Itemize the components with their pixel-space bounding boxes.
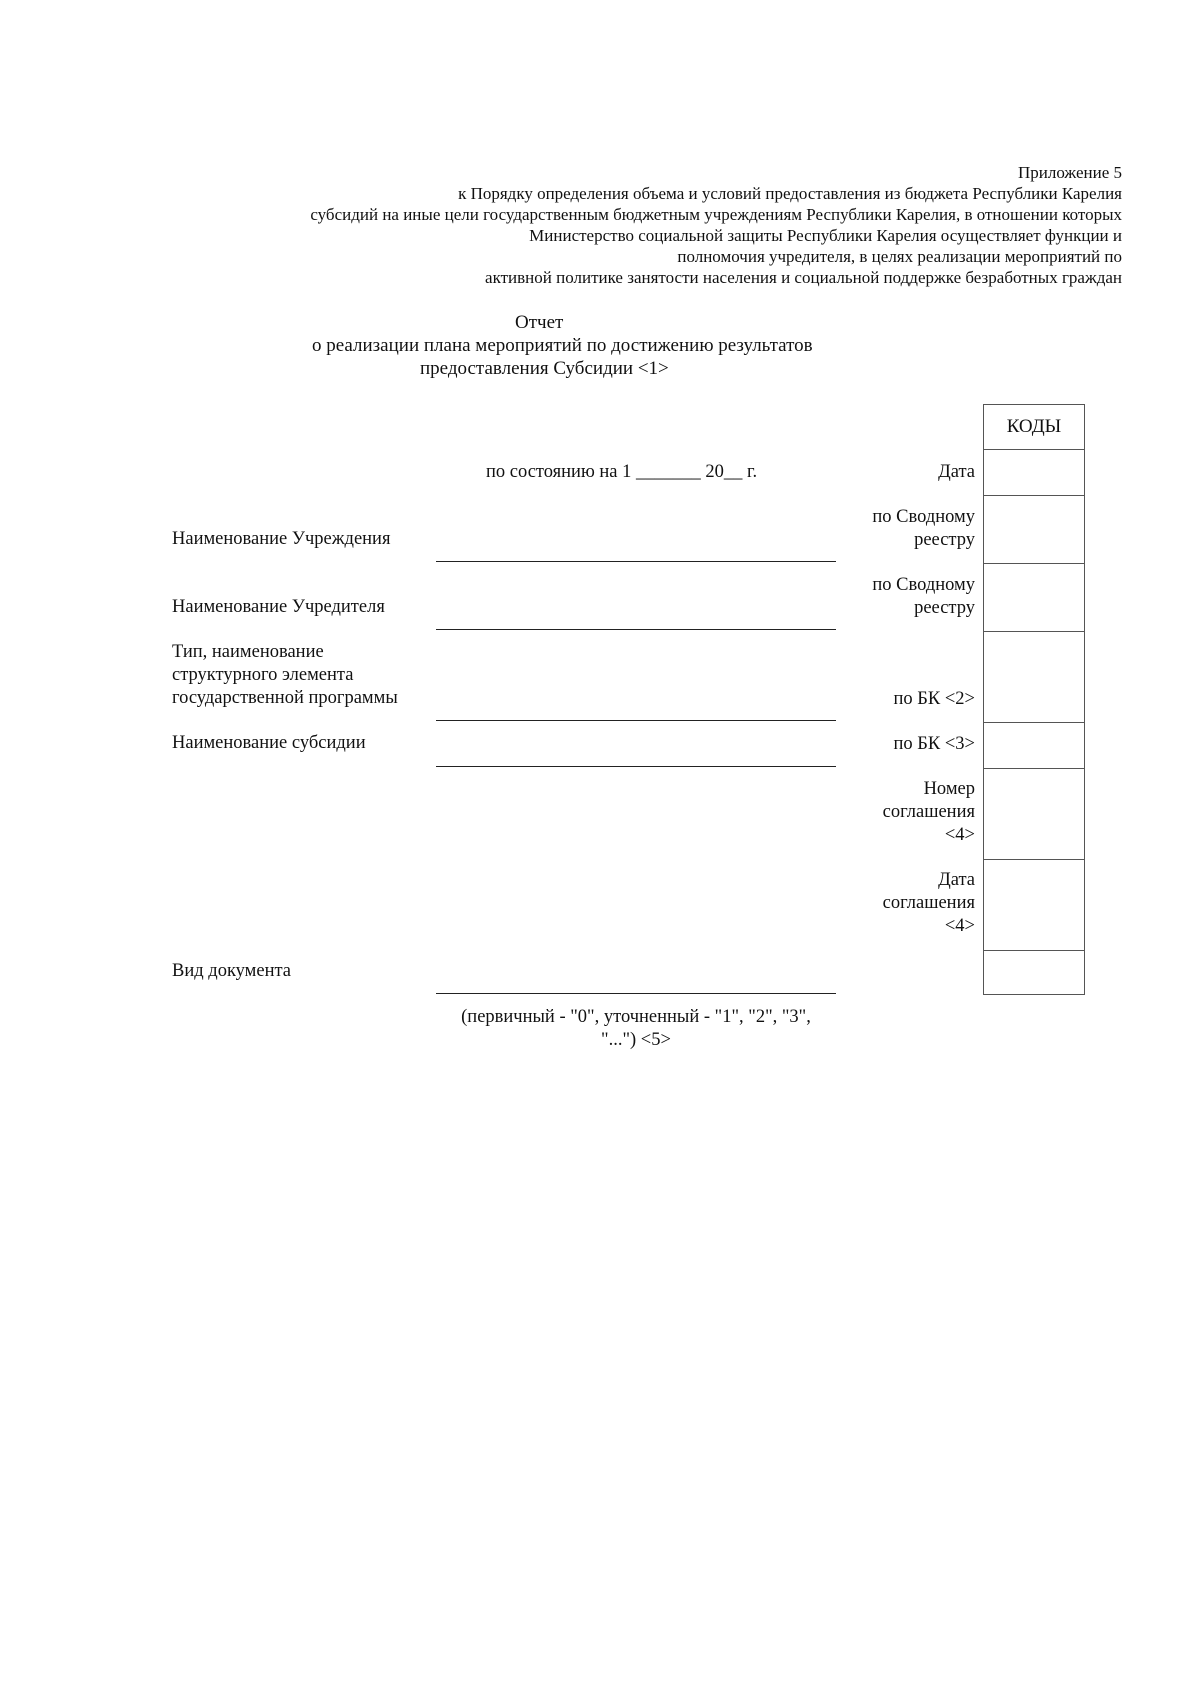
doc-type-note-line: (первичный - "0", уточненный - "1", "2", "3", [461,1007,811,1027]
agreement-date-label-line: <4> [944,916,975,936]
bk3-label: по БК <3> [893,734,975,754]
bk2-label: по БК <2> [893,689,975,709]
date-line: по состоянию на 1 _______ 20__ г. [486,462,758,482]
registry1-label-line: по Сводному [872,507,975,527]
appendix-line: Приложение 5 [1018,163,1122,182]
title-line-1: Отчет [515,312,564,333]
code-cell-agreement-number[interactable] [984,769,1084,860]
code-cell-bk3[interactable] [984,723,1084,769]
program-label-line: Тип, наименование [172,642,324,662]
registry1-label-line: реестру [914,530,975,550]
codes-table [983,404,1085,995]
program-label-line: государственной программы [172,688,398,708]
program-label-line: структурного элемента [172,665,354,685]
title-line-2: о реализации плана мероприятий по достижению результатов [312,335,813,356]
institution-label: Наименование Учреждения [172,529,391,549]
appendix-line: Министерство социальной защиты Республики Карелия осуществляет функции и [529,226,1122,245]
subsidy-label: Наименование субсидии [172,733,366,753]
founder-label: Наименование Учредителя [172,597,385,617]
program-field-line[interactable] [436,720,836,721]
registry2-label-line: реестру [914,598,975,618]
registry2-label-line: по Сводному [872,575,975,595]
date-code-label: Дата [938,462,975,482]
agreement-number-label-line: соглашения [882,802,975,822]
code-cell-bk2[interactable] [984,632,1084,723]
title-line-3: предоставления Субсидии <1> [420,358,669,379]
codes-header [984,405,1084,450]
doc-type-note-line: "...") <5> [601,1030,671,1050]
agreement-date-label-line: соглашения [882,893,975,913]
agreement-date-label-line: Дата [938,870,975,890]
appendix-line: субсидий на иные цели государственным бюджетным учреждениям Республики Карелия, в отношении которых [310,205,1122,224]
code-cell-agreement-date[interactable] [984,860,1084,951]
subsidy-field-line[interactable] [436,766,836,767]
agreement-number-label-line: <4> [944,825,975,845]
appendix-header [162,162,1122,288]
appendix-line: активной политике занятости населения и социальной поддержке безработных граждан [485,268,1122,287]
code-cell-registry-institution[interactable] [984,496,1084,564]
founder-field-line[interactable] [436,629,836,630]
doc-type-label: Вид документа [172,961,292,981]
code-cell-doc-type[interactable] [984,951,1084,994]
agreement-number-label-line: Номер [923,779,975,799]
appendix-line: к Порядку определения объема и условий предоставления из бюджета Республики Карелия [458,184,1122,203]
institution-field-line[interactable] [436,561,836,562]
appendix-line: полномочия учредителя, в целях реализации мероприятий по [677,247,1122,266]
code-cell-date[interactable] [984,450,1084,496]
code-cell-registry-founder[interactable] [984,564,1084,632]
doc-type-field-line[interactable] [436,993,836,994]
codes-header-text: КОДЫ [1006,416,1062,437]
